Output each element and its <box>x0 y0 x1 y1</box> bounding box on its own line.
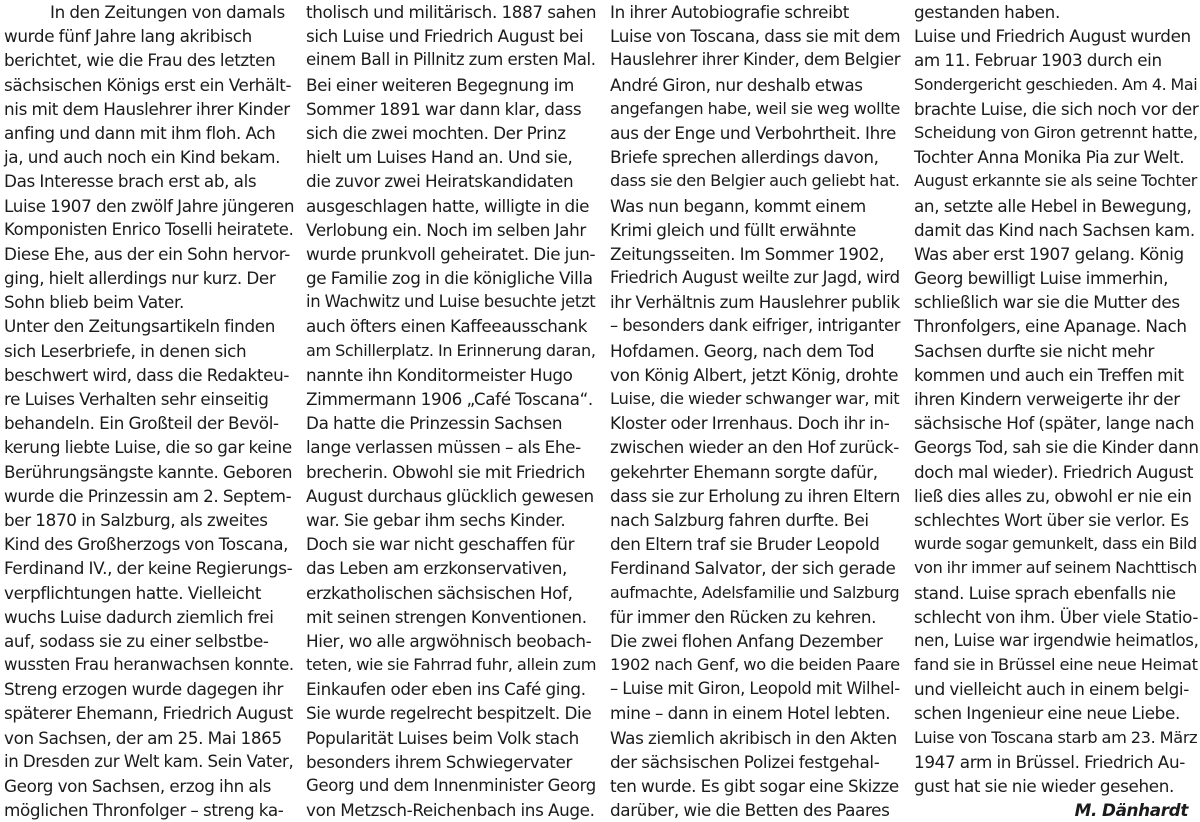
text-line: von König Albert, jetzt König, drohte <box>610 364 899 385</box>
text-line: Luise und Friedrich August wurden <box>914 26 1191 47</box>
text-line: André Giron, nur deshalb etwas <box>610 74 863 95</box>
text-line: Da hatte die Prinzessin Sachsen <box>306 413 563 434</box>
text-line: berichtet, wie die Frau des letzten <box>4 50 276 71</box>
article-column-1 <box>4 0 294 822</box>
text-line: zwischen wieder an den Hof zurück- <box>610 437 899 458</box>
article-column-4 <box>914 0 1198 822</box>
text-line: brachte Luise, die sich noch vor der <box>914 98 1199 119</box>
text-line: Scheidung von Giron getrennt hatte, <box>914 122 1198 142</box>
text-line: Zimmermann 1906 „Café Toscana“. <box>306 389 593 409</box>
text-line: möglichen Thronfolger – streng ka- <box>4 800 284 821</box>
text-line: 1902 nach Genf, wo die beiden Paare <box>610 655 900 675</box>
text-line: schließlich war sie die Mutter des <box>914 292 1180 313</box>
text-line: am Schillerplatz. In Erinnerung daran, <box>306 340 596 360</box>
text-line: Diese Ehe, aus der ein Sohn hervor- <box>4 243 290 264</box>
text-line: Das Interesse brach erst ab, als <box>4 171 257 192</box>
text-line: fand sie in Brüssel eine neue Heimat <box>914 655 1198 675</box>
text-line: kerung liebte Luise, die so gar keine <box>4 437 292 458</box>
text-line: mit seinen strengen Konventionen. <box>306 606 587 627</box>
text-line: dass sie den Belgier auch geliebt hat. <box>610 171 900 191</box>
text-line: angefangen habe, weil sie weg wollte <box>610 98 900 118</box>
text-line: nach Salzburg fahren durfte. Bei <box>610 509 869 530</box>
text-line: am 11. Februar 1903 durch ein <box>914 50 1162 71</box>
text-line: Bei einer weiteren Begegnung im <box>306 74 574 95</box>
article-column-3 <box>610 0 900 822</box>
text-line: in Dresden zur Welt kam. Sein Vater, <box>4 751 294 771</box>
text-line: stand. Luise sprach ebenfalls nie <box>914 582 1176 603</box>
text-line: Was aber erst 1907 gelang. König <box>914 243 1184 264</box>
text-line: In den Zeitungen von damals <box>50 2 285 22</box>
text-line: Georg von Sachsen, erzog ihn als <box>4 776 272 796</box>
text-line: der sächsischen Polizei festgehal- <box>610 751 880 772</box>
text-line: Einkaufen oder eben ins Café ging. <box>306 679 586 700</box>
text-line: In ihrer Autobiografie schreibt <box>610 2 849 22</box>
text-line: das Leben am erzkonservativen, <box>306 558 568 579</box>
text-line: Zeitungsseiten. Im Sommer 1902, <box>610 243 885 264</box>
text-line: an, setzte alle Hebel in Bewegung, <box>914 195 1192 216</box>
text-line: schen Ingenieur eine neue Liebe. <box>914 703 1180 724</box>
text-line: behandeln. Ein Großteil der Bevöl- <box>4 413 279 434</box>
text-line: einem Ball in Pillnitz zum ersten Mal. <box>306 50 596 70</box>
text-line: von Metzsch-Reichenbach ins Auge. <box>306 800 595 821</box>
text-line: Komponisten Enrico Toselli heiratete. <box>4 219 294 239</box>
text-line: wussten Frau heranwachsen konnte. <box>4 655 294 675</box>
text-line: von Sachsen, der am 25. Mai 1865 <box>4 727 282 748</box>
text-line: gestanden haben. <box>914 2 1060 22</box>
text-line: späterer Ehemann, Friedrich August <box>4 703 293 724</box>
text-line: August durchaus glücklich gewesen <box>306 485 594 506</box>
text-line: dass sie zur Erholung zu ihren Eltern <box>610 485 901 506</box>
text-line: für immer den Rücken zu kehren. <box>610 606 877 627</box>
text-line: – Luise mit Giron, Leopold mit Wilhel- <box>610 679 900 699</box>
text-line: August erkannte sie als seine Tochter <box>914 171 1198 191</box>
text-line: – besonders dank eifriger, intriganter <box>610 316 901 336</box>
text-line: ja, und auch noch ein Kind bekam. <box>4 147 281 168</box>
text-line: nannte ihn Konditormeister Hugo <box>306 364 573 385</box>
text-line: Unter den Zeitungsartikeln finden <box>4 316 276 337</box>
text-line: auch öfters einen Kaffeeausschank <box>306 316 588 337</box>
text-line: ging, hielt allerdings nur kurz. Der <box>4 268 276 289</box>
text-line: hielt um Luises Hand an. Und sie, <box>306 147 573 168</box>
text-line: Luise von Toscana starb am 23. März <box>914 727 1198 747</box>
text-line: lange verlassen müssen – als Ehe- <box>306 437 581 458</box>
text-line: ließ dies alles zu, obwohl er nie ein <box>914 485 1192 506</box>
text-line: Tochter Anna Monika Pia zur Welt. <box>914 147 1185 168</box>
text-line: ge Familie zog in die königliche Villa <box>306 268 593 289</box>
text-line: und vielleicht auch in einem belgi- <box>914 679 1189 700</box>
text-line: die zuvor zwei Heiratskandidaten <box>306 171 574 192</box>
author-signature: M. Dänhardt <box>1074 800 1188 821</box>
text-line: ausgeschlagen hatte, willigte in die <box>306 195 590 216</box>
text-line: Luise von Toscana, dass sie mit dem <box>610 26 901 47</box>
text-line: doch mal wieder). Friedrich August <box>914 461 1194 482</box>
text-line: Ferdinand IV., der keine Regierungs- <box>4 558 293 579</box>
text-line: kommen und auch ein Treffen mit <box>914 364 1184 385</box>
text-line: Ferdinand Salvator, der sich gerade <box>610 558 896 579</box>
text-line: Luise 1907 den zwölf Jahre jüngeren <box>4 195 295 216</box>
text-line: ihren Kindern verweigerte ihr der <box>914 389 1180 409</box>
text-line: Luise, die wieder schwanger war, mit <box>610 389 900 408</box>
text-line: gekehrter Ehemann sorgte dafür, <box>610 461 878 482</box>
text-line: erzkatholischen sächsischen Hof, <box>306 582 573 603</box>
text-line: war. Sie gebar ihm sechs Kinder. <box>306 509 566 530</box>
text-line: Was nun begann, kommt einem <box>610 195 866 216</box>
text-line: Briefe sprechen allerdings davon, <box>610 147 879 168</box>
text-line: besonders ihrem Schwiegervater <box>306 751 573 772</box>
text-line: re Luises Verhalten sehr einseitig <box>4 389 269 409</box>
text-line: in Wachwitz und Luise besuchte jetzt <box>306 292 596 312</box>
text-line: ten wurde. Es gibt sogar eine Skizze <box>610 776 899 796</box>
text-line: nen, Luise war irgendwie heimatlos, <box>914 630 1199 650</box>
text-line: Georg und dem Innenminister Georg <box>306 776 596 795</box>
text-line: darüber, wie die Betten des Paares <box>610 800 890 821</box>
text-line: gust hat sie nie wieder gesehen. <box>914 776 1174 796</box>
text-line: Hauslehrer ihrer Kinder, dem Belgier <box>610 50 901 70</box>
text-line: nis mit dem Hauslehrer ihrer Kinder <box>4 98 290 119</box>
text-line: wuchs Luise dadurch ziemlich frei <box>4 606 274 627</box>
text-line: sächsischen Königs erst ein Verhält- <box>4 74 292 95</box>
text-line: Friedrich August weilte zur Jagd, wird <box>610 268 900 288</box>
text-line: Popularität Luises beim Volk stach <box>306 727 579 748</box>
article-column-2 <box>306 0 596 822</box>
text-line: aufmachte, Adelsfamilie und Salzburg <box>610 582 900 602</box>
text-line: Krimi gleich und füllt erwähnte <box>610 219 857 240</box>
text-line: Kloster oder Irrenhaus. Doch ihr in- <box>610 413 890 434</box>
text-line: sächsische Hof (später, lange nach <box>914 413 1195 434</box>
text-line: Kind des Großherzogs von Toscana, <box>4 534 289 555</box>
text-line: Georg bewilligt Luise immerhin, <box>914 268 1169 289</box>
text-line: Doch sie war nicht geschaffen für <box>306 534 575 555</box>
text-line: Streng erzogen wurde dagegen ihr <box>4 679 284 700</box>
text-line: Sohn blieb beim Vater. <box>4 292 184 313</box>
text-line: von ihr immer auf seinem Nachttisch <box>914 558 1197 578</box>
text-line: Sachsen durfte sie nicht mehr <box>914 340 1155 361</box>
text-line: teten, wie sie Fahrrad fuhr, allein zum <box>306 655 597 675</box>
text-line: tholisch und militärisch. 1887 sahen <box>306 2 597 22</box>
text-line: aus der Enge und Verbohrtheit. Ihre <box>610 122 897 143</box>
text-line: schlechtes Wort über sie verlor. Es <box>914 509 1189 530</box>
text-line: sich die zwei mochten. Der Prinz <box>306 122 566 143</box>
text-line: Georgs Tod, sah sie die Kinder dann <box>914 437 1199 458</box>
text-line: mine – dann in einem Hotel lebten. <box>610 703 891 724</box>
text-line: Berührungsängste kannte. Geboren <box>4 461 293 482</box>
text-line: anfing und dann mit ihm floh. Ach <box>4 122 276 143</box>
text-line: wurde fünf Jahre lang akribisch <box>4 26 252 47</box>
text-line: Hier, wo alle argwöhnisch beobach- <box>306 630 592 651</box>
text-line: damit das Kind nach Sachsen kam. <box>914 219 1195 240</box>
text-line: 1947 arm in Brüssel. Friedrich Au- <box>914 751 1185 772</box>
text-line: den Eltern traf sie Bruder Leopold <box>610 534 880 555</box>
text-line: Sommer 1891 war dann klar, dass <box>306 98 582 119</box>
text-line: Sondergericht geschieden. Am 4. Mai <box>914 74 1198 94</box>
text-line: Hofdamen. Georg, nach dem Tod <box>610 340 875 361</box>
text-line: brecherin. Obwohl sie mit Friedrich <box>306 461 586 482</box>
text-line: Sie wurde regelrecht bespitzelt. Die <box>306 703 592 724</box>
text-line: wurde prunkvoll geheiratet. Die jun- <box>306 243 596 264</box>
text-line: verpflichtungen hatte. Vielleicht <box>4 582 262 603</box>
text-line: Verlobung ein. Noch im selben Jahr <box>306 219 586 240</box>
text-line: ihr Verhältnis zum Hauslehrer publik <box>610 292 900 313</box>
text-line: Thronfolgers, eine Apanage. Nach <box>914 316 1187 337</box>
text-line: wurde die Prinzessin am 2. Septem- <box>4 485 292 506</box>
text-line: Die zwei flohen Anfang Dezember <box>610 630 883 651</box>
text-line: sich Leserbriefe, in denen sich <box>4 340 247 361</box>
text-line: schlecht von ihm. Über viele Statio- <box>914 606 1199 627</box>
text-line: ber 1870 in Salzburg, als zweites <box>4 509 268 530</box>
text-line: wurde sogar gemunkelt, dass ein Bild <box>914 534 1197 554</box>
text-line: Was ziemlich akribisch in den Akten <box>610 727 897 748</box>
text-line: beschwert wird, dass die Redakteu- <box>4 364 290 385</box>
text-line: sich Luise und Friedrich August bei <box>306 26 584 47</box>
text-line: auf, sodass sie zu einer selbstbe- <box>4 630 269 651</box>
